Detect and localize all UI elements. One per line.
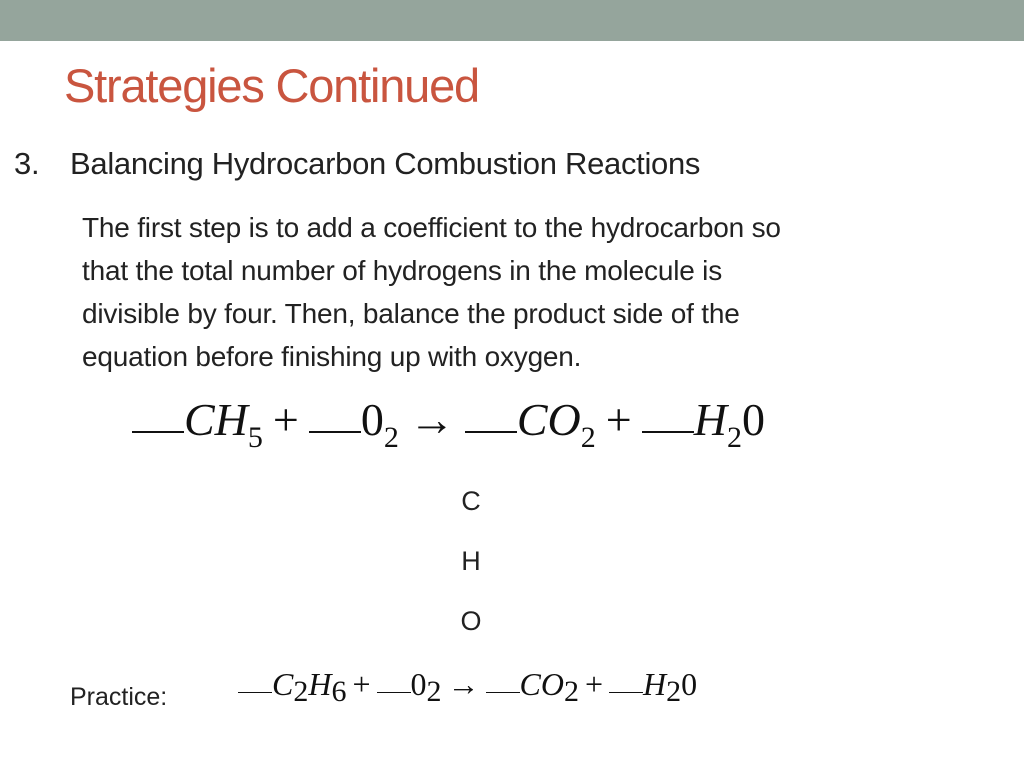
reaction-arrow: → (447, 666, 480, 702)
plus-sign: + (605, 394, 632, 445)
slide-title: Strategies Continued (64, 59, 479, 112)
carbon-dioxide-formula: CO (516, 394, 581, 445)
plus-sign: + (272, 394, 299, 445)
hydrocarbon-formula: CH (184, 394, 248, 445)
paragraph-line: The first step is to add a coefficient to the hydrocarbon so (82, 212, 781, 243)
carbon-symbol: C (272, 666, 294, 702)
heading-number: 3. (14, 146, 40, 181)
heading-text: Balancing Hydrocarbon Combustion Reactions (70, 146, 701, 181)
paragraph-line: divisible by four. Then, balance the product side of the (82, 298, 740, 329)
plus-sign: + (584, 666, 603, 702)
element-carbon: C (461, 486, 481, 516)
subscript: 2 (726, 421, 742, 454)
coefficient-blank (642, 395, 694, 433)
subscript: 6 (331, 675, 347, 708)
coefficient-blank (238, 668, 272, 693)
water-formula: H (693, 394, 727, 445)
main-equation (132, 393, 765, 454)
paragraph-line: that the total number of hydrogens in the molecule is (82, 255, 723, 286)
coefficient-blank (132, 395, 184, 433)
paragraph-line: equation before finishing up with oxygen. (82, 341, 582, 372)
section-heading (14, 146, 700, 182)
coefficient-blank (309, 395, 361, 433)
water-formula-tail: 0 (681, 666, 698, 702)
hydrogen-symbol: H (308, 666, 332, 702)
oxygen-formula: 0 (360, 394, 384, 445)
element-oxygen: O (460, 606, 482, 636)
subscript: 2 (293, 675, 309, 708)
top-banner (0, 0, 1024, 41)
subscript: 5 (247, 421, 263, 454)
practice-equation (238, 666, 698, 708)
subscript: 2 (426, 675, 442, 708)
oxygen-formula: 0 (410, 666, 427, 702)
coefficient-blank (609, 668, 643, 693)
reaction-arrow: → (408, 394, 455, 445)
subscript: 2 (666, 675, 682, 708)
practice-label: Practice: (70, 683, 168, 711)
water-formula-tail: 0 (741, 394, 765, 445)
carbon-dioxide-formula: CO (519, 666, 564, 702)
instruction-paragraph (82, 206, 1002, 378)
subscript: 2 (580, 421, 596, 454)
subscript: 2 (563, 675, 579, 708)
element-hydrogen: H (461, 546, 481, 576)
coefficient-blank (465, 395, 517, 433)
element-tally-list (458, 471, 484, 651)
subscript: 2 (383, 421, 399, 454)
coefficient-blank (377, 668, 411, 693)
plus-sign: + (352, 666, 371, 702)
coefficient-blank (486, 668, 520, 693)
water-formula: H (643, 666, 667, 702)
